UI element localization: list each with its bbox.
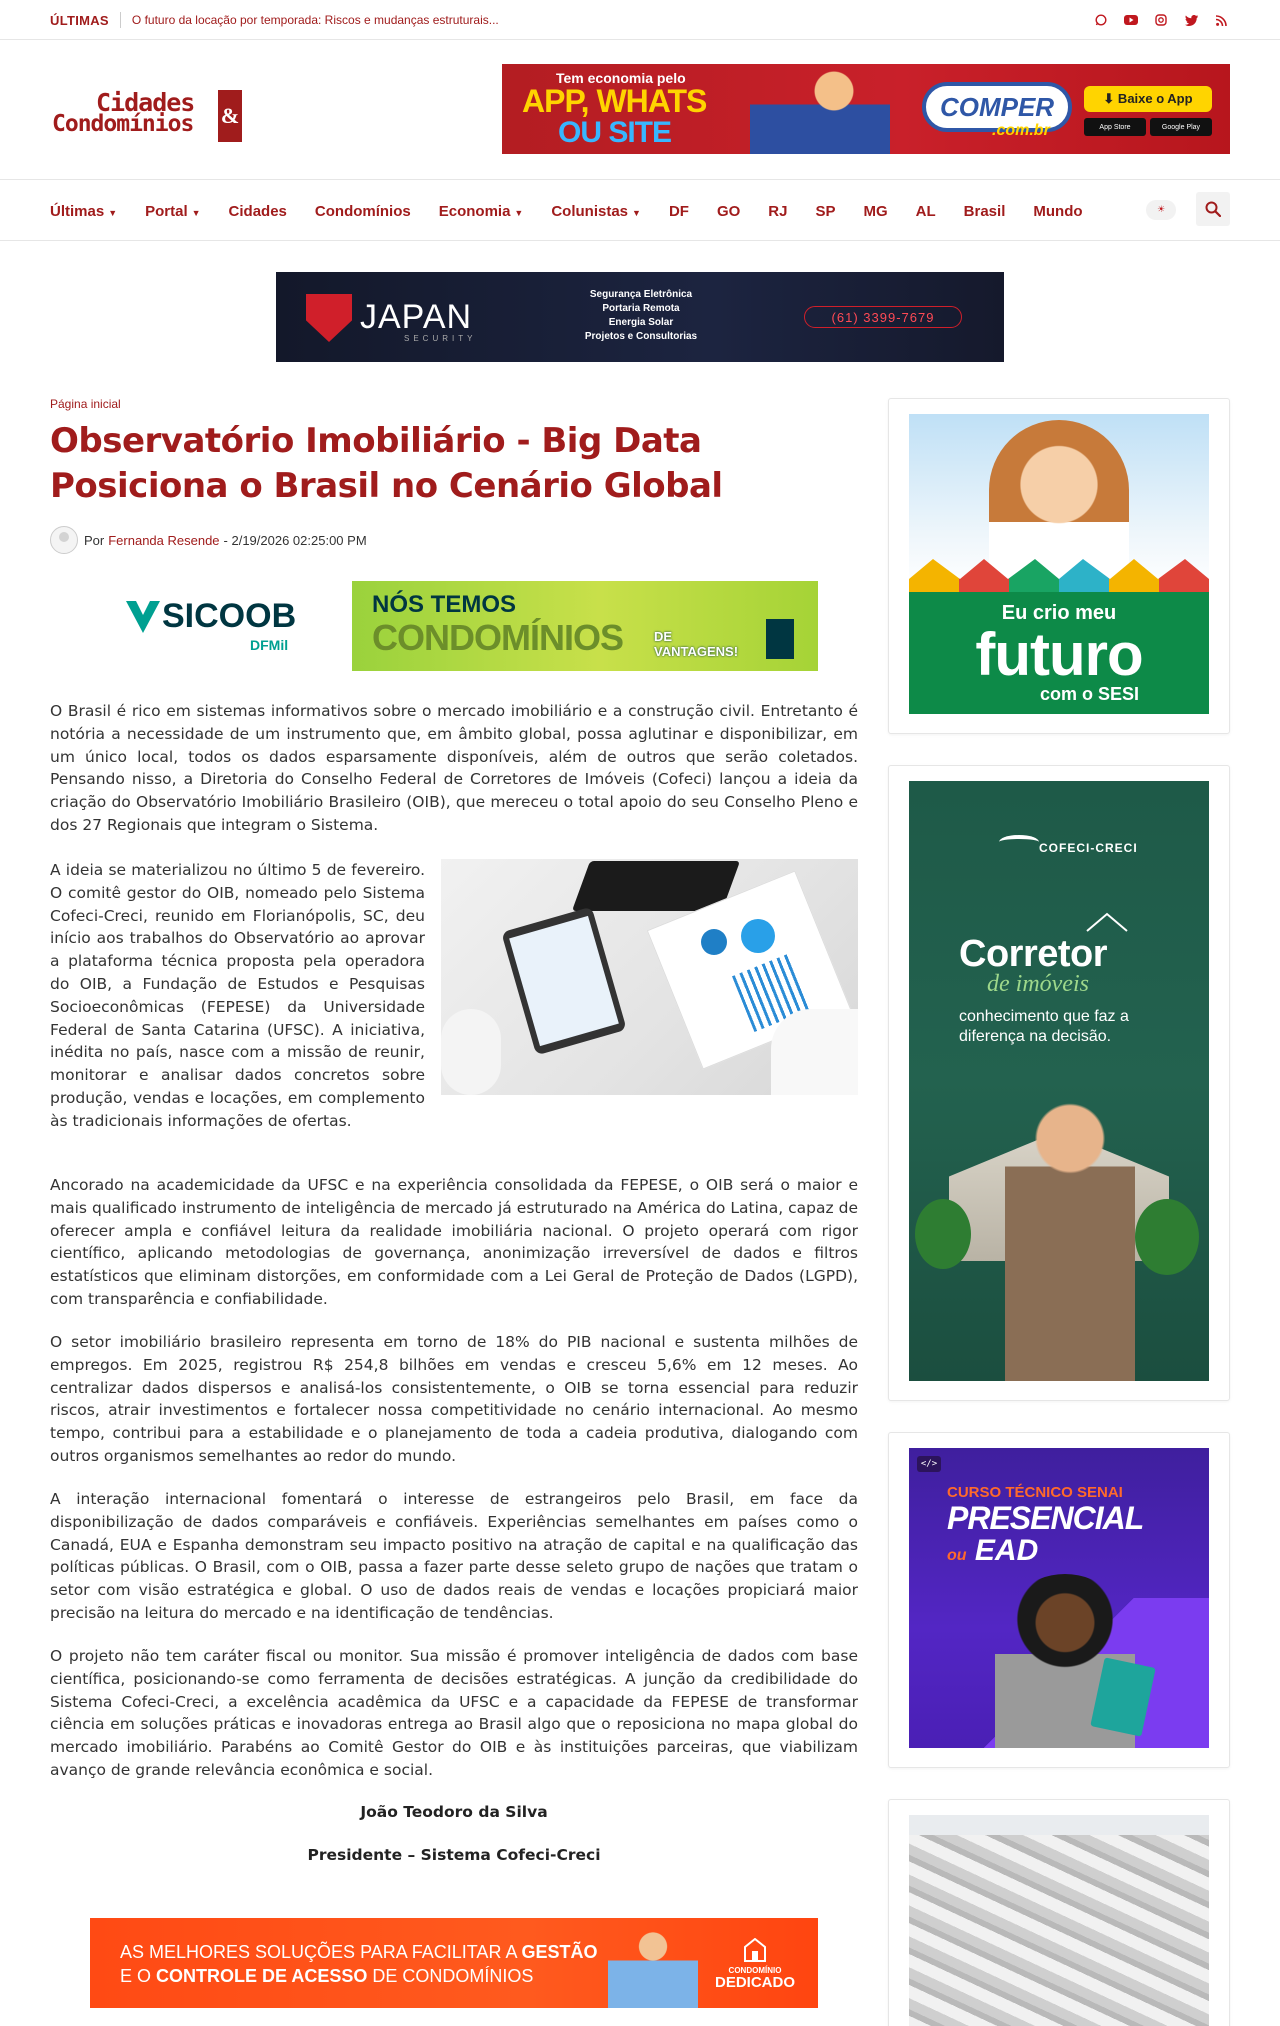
senai-line3 bbox=[947, 1534, 1038, 1568]
sesi-line2: futuro bbox=[975, 621, 1143, 688]
nav-item-label: Portal bbox=[145, 202, 188, 220]
student-image bbox=[989, 420, 1129, 590]
japan-security-banner-ad[interactable] bbox=[276, 272, 1004, 362]
senai-line3b: EAD bbox=[974, 1534, 1039, 1567]
nav-item-label: Cidades bbox=[228, 202, 287, 220]
app-store-badge: App Store bbox=[1084, 118, 1146, 136]
hand-shape bbox=[441, 1009, 501, 1095]
nav-item-condominios[interactable] bbox=[315, 203, 411, 220]
nav-item-colunistas[interactable] bbox=[551, 203, 641, 220]
japan-phone: (61) 3399-7679 bbox=[804, 306, 962, 328]
social-links bbox=[1092, 12, 1230, 28]
site-header bbox=[0, 40, 1280, 180]
dedicado-line2c: DE CONDOMÍNIOS bbox=[367, 1966, 534, 1986]
google-play-badge: Google Play bbox=[1150, 118, 1212, 136]
signature-name: João Teodoro da Silva bbox=[360, 1803, 548, 1821]
search-button[interactable] bbox=[1196, 192, 1230, 226]
japan-sub: SECURITY bbox=[404, 334, 477, 343]
nav-item-label: MG bbox=[863, 202, 888, 220]
article-paragraph: O Brasil é rico em sistemas informativos sobre o mercado imobiliário e a construção civil. Entretanto é notória a necessidade de um instrumento que, em âmbito global, possa aglutinar e disponibilizar, em um único local, todos os dados esparsamente disponíveis, além de outros que serão coletados. Pensando nisso, a Diretoria do Conselho Federal de Corretores de Imóveis (Cofeci) lançou a ideia da criação do Observatório Imobiliário Brasileiro (OIB), que mereceu o total apoio do seu Conselho Pleno e dos 27 Regionais que integram o Sistema. bbox=[50, 702, 858, 834]
code-tag-icon: </> bbox=[917, 1456, 941, 1472]
house-outline-icon bbox=[1085, 911, 1129, 933]
tablet-shape bbox=[501, 907, 627, 1056]
nav-item-rj[interactable] bbox=[768, 203, 787, 220]
sesi-line1: Eu crio meu bbox=[1001, 602, 1117, 624]
cofeci-org: COFECI-CRECI bbox=[1039, 841, 1138, 855]
nav-item-label: Mundo bbox=[1033, 202, 1083, 220]
search-icon bbox=[1205, 201, 1221, 217]
logo-line1: Cidades bbox=[96, 88, 195, 117]
service-item: Energia Solar bbox=[608, 317, 674, 328]
logo-ampersand: & bbox=[218, 90, 242, 142]
publish-datetime: - 2/19/2026 02:25:00 PM bbox=[223, 532, 367, 548]
nav-item-label: AL bbox=[915, 202, 936, 220]
top-bar bbox=[0, 0, 1280, 40]
sicoob-line3b: VANTAGENS! bbox=[654, 644, 739, 659]
byline-prefix: Por bbox=[84, 532, 105, 548]
youtube-icon[interactable] bbox=[1122, 12, 1140, 28]
bird-logo-icon bbox=[999, 835, 1039, 849]
nav-item-label: Últimas bbox=[50, 202, 105, 220]
cofeci-script: de imóveis bbox=[987, 971, 1089, 997]
sidebar-ad-card bbox=[888, 765, 1230, 1401]
chevron-down-icon: ▼ bbox=[514, 207, 524, 218]
dedicado-brand-big: DEDICADO bbox=[714, 1974, 795, 1991]
nav-item-label: Colunistas bbox=[551, 202, 629, 220]
comper-app-cta: ⬇ Baixe o App bbox=[1084, 86, 1212, 112]
chevron-down-icon: ▼ bbox=[632, 207, 641, 218]
nav-item-label: DF bbox=[668, 202, 689, 220]
japan-brand: JAPAN bbox=[360, 298, 473, 336]
nav-item-economia[interactable] bbox=[439, 203, 524, 220]
senai-line2: PRESENCIAL bbox=[947, 1500, 1144, 1536]
nav-list bbox=[50, 181, 1111, 241]
latest-label: ÚLTIMAS bbox=[50, 12, 109, 28]
article-image bbox=[441, 859, 858, 1095]
nav-item-mundo[interactable] bbox=[1033, 203, 1082, 220]
nav-item-ultimas[interactable] bbox=[50, 203, 117, 220]
dedicado-brand-small: CONDOMÍNIO bbox=[728, 1966, 782, 1975]
pie-chart-shape bbox=[701, 929, 727, 955]
nav-item-df[interactable] bbox=[669, 203, 689, 220]
latest-headline-link[interactable]: O futuro da locação por temporada: Riscos e mudanças estruturais... bbox=[131, 13, 499, 27]
shield-icon bbox=[306, 294, 352, 342]
service-item: Projetos e Consultorias bbox=[584, 331, 698, 342]
breadcrumb-home[interactable]: Página inicial bbox=[50, 397, 121, 411]
sicoob-line1: NÓS TEMOS bbox=[372, 591, 517, 618]
sicoob-logo-icon bbox=[126, 601, 160, 633]
realtor-image bbox=[1005, 1099, 1135, 1381]
comper-brand: COMPER bbox=[922, 82, 1072, 132]
sidebar-ad-card bbox=[888, 1799, 1230, 2026]
dedicado-line1a: AS MELHORES SOLUÇÕES PARA FACILITAR A bbox=[120, 1942, 522, 1962]
comper-headline2: OU SITE bbox=[558, 116, 672, 149]
sun-icon: ☀ bbox=[1156, 205, 1166, 215]
sesi-ad[interactable] bbox=[909, 414, 1209, 714]
nav-item-label: Condomínios bbox=[314, 202, 411, 220]
instagram-icon[interactable] bbox=[1152, 12, 1170, 28]
nav-item-label: RJ bbox=[768, 202, 788, 220]
senai-line3a: ou bbox=[947, 1547, 967, 1564]
sidebar-ad-card bbox=[888, 1432, 1230, 1768]
sky-area bbox=[909, 1815, 1209, 1835]
dedicado-line2a: E O bbox=[120, 1966, 157, 1986]
rss-icon[interactable] bbox=[1212, 12, 1230, 28]
dedicado-line1b: GESTÃO bbox=[521, 1942, 598, 1962]
senai-line1: CURSO TÉCNICO SENAI bbox=[947, 1484, 1123, 1501]
twitter-icon[interactable] bbox=[1182, 12, 1200, 28]
signature-role: Presidente – Sistema Cofeci-Creci bbox=[307, 1846, 601, 1864]
chevron-down-icon: ▼ bbox=[108, 207, 118, 218]
nav-item-al[interactable] bbox=[916, 203, 936, 220]
nav-item-sp[interactable] bbox=[815, 203, 835, 220]
pie-chart-shape bbox=[741, 919, 775, 953]
cofeci-creci-ad[interactable] bbox=[909, 781, 1209, 1381]
theme-toggle[interactable] bbox=[1146, 200, 1176, 220]
dedicado-line2b: CONTROLE DE ACESSO bbox=[156, 1966, 368, 1986]
article-paragraph: O projeto não tem caráter fiscal ou monitor. Sua missão é promover inteligência de dados com base científica, posicionando-se como ferramenta de decisões estratégicas. A junção da credibilidade do Sistema Cofeci-Creci, a excelência acadêmica da UFSC e a capacidade da FEPESE de transformar ciência em soluções práticas e inovadoras entrega ao Brasil algo que o reposiciona no mapa global do mercado imobiliário. Parabéns ao Comitê Gestor do OIB e às instituições parceiras, que viabilizam avanço de grande relevância econômica e social. bbox=[50, 1647, 858, 1779]
nav-item-cidades[interactable] bbox=[229, 203, 287, 220]
nav-item-portal[interactable] bbox=[145, 203, 200, 220]
sicoob-banner-ad[interactable] bbox=[90, 581, 818, 671]
sidebar-ad-card bbox=[888, 398, 1230, 734]
dedicado-text bbox=[120, 1940, 620, 1988]
japan-services bbox=[566, 288, 716, 344]
sesi-line3: com o SESI bbox=[1039, 684, 1139, 704]
comper-person-image bbox=[750, 64, 890, 154]
article-paragraph: A interação internacional fomentará o interesse de estrangeiros pelo Brasil, em face da disponibilização de dados comparáveis e confiáveis. Experiências semelhantes em países como o Canadá, EUA e Espanha demonstram seu impacto positivo na atração de capital e na qualificação das políticas públicas. O Brasil, com o OIB, passa a fazer parte desse seleto grupo de nações que tratam o setor com visão estratégica e global. O uso de dados reais de vendas e locações propiciará maior precisão na leitura do mercado e na identificação de tendências. bbox=[50, 1490, 858, 1622]
comper-headline1: APP, WHATS bbox=[522, 83, 707, 119]
nav-item-label: GO bbox=[716, 202, 741, 220]
sicoob-line2: CONDOMÍNIOS bbox=[372, 617, 624, 658]
site-logo[interactable] bbox=[50, 84, 242, 140]
nav-item-label: Economia bbox=[438, 202, 511, 220]
sicoob-brand: SICOOB bbox=[162, 597, 297, 635]
building-icon bbox=[766, 619, 794, 659]
service-item: Portaria Remota bbox=[602, 303, 680, 314]
hand-shape bbox=[771, 1009, 858, 1095]
author-link[interactable]: Fernanda Resende bbox=[108, 532, 220, 548]
senai-ad[interactable] bbox=[909, 1448, 1209, 1748]
comper-tagline: Tem economia pelo bbox=[556, 70, 686, 86]
comper-banner-ad[interactable] bbox=[502, 64, 1230, 154]
author-avatar bbox=[50, 526, 78, 554]
article-paragraph: A ideia se materializou no último 5 de fevereiro. O comitê gestor do OIB, nomeado pelo Sistema Cofeci-Creci, reunido em Florianópolis, SC, deu início aos trabalhos do Observatório ao aprovar a plataforma técnica proposta pela operadora do OIB, a Fundação de Estudos e Pesquisas Socioeconômicas (FEPESE) da Universidade Federal de Santa Catarina (UFSC). A iniciativa, inédita no país, nasce com a missão de reunir, monitorar e analisar dados concretos sobre produção, vendas e locações, em complemento às tradicionais informações de ofertas. bbox=[50, 861, 425, 1130]
nav-item-brasil[interactable] bbox=[964, 203, 1006, 220]
cofeci-description: conhecimento que faz a diferença na decisão. bbox=[959, 1008, 1129, 1045]
article-byline bbox=[50, 528, 367, 552]
divider bbox=[120, 12, 121, 28]
building-icon bbox=[743, 1938, 767, 1962]
main-navigation bbox=[0, 181, 1280, 241]
nav-item-mg[interactable] bbox=[864, 203, 888, 220]
aerial-housing-ad[interactable] bbox=[909, 1815, 1209, 2026]
nav-item-go[interactable] bbox=[717, 203, 740, 220]
app-store-badges bbox=[1084, 118, 1212, 136]
logo-line2: Condomínios bbox=[52, 111, 194, 137]
article-title: Observatório Imobiliário - Big Data Posiciona o Brasil no Cenário Global bbox=[50, 421, 723, 506]
nav-item-label: Brasil bbox=[963, 202, 1006, 220]
tree-shape bbox=[1135, 1199, 1199, 1275]
comper-brand-suffix: .com.br bbox=[992, 122, 1050, 139]
sicoob-line3a: DE bbox=[654, 629, 673, 644]
nav-item-label: SP bbox=[815, 202, 836, 220]
chevron-down-icon: ▼ bbox=[191, 207, 201, 218]
article-paragraph: O setor imobiliário brasileiro representa em torno de 18% do PIB nacional e sustenta milhões de empregos. Em 2025, registrou R$ 254,8 bilhões em vendas e cresceu 5,6% em 12 meses. Ao centralizar dados dispersos e analisá-los consistentemente, o OIB se torna essencial para reduzir riscos, atrair investimentos e fortalecer nossa competitividade no cenário internacional. Ao mesmo tempo, contribui para a estabilidade e o planejamento de toda a cadeia produtiva, dialogando com outros organismos semelhantes ao redor do mundo. bbox=[50, 1333, 858, 1465]
article-paragraph: Ancorado na academicidade da UFSC e na experiência consolidada da FEPESE, o OIB será o maior e mais qualificado instrumento de inteligência de mercado já estruturado na América do Latina, capaz de oferecer ampla e confiável leitura da realidade imobiliária nacional. O projeto operará com rigor científico, aplicando metodologias de governança, anonimização irreversível de dados e filtros estatísticos que eliminam distorções, em conformidade com a Lei Geral de Proteção de Dados (LGPD), com transparência e confiabilidade. bbox=[50, 1176, 858, 1308]
condominio-dedicado-banner-ad[interactable] bbox=[90, 1918, 818, 2008]
dedicado-person-image bbox=[608, 1926, 698, 2008]
sicoob-sub: DFMil bbox=[250, 637, 289, 653]
service-item: Segurança Eletrônica bbox=[589, 289, 693, 300]
tree-shape bbox=[915, 1199, 971, 1269]
dedicado-brand bbox=[710, 1938, 800, 1989]
cofeci-headline: Corretor bbox=[959, 933, 1108, 975]
whatsapp-icon[interactable] bbox=[1092, 12, 1110, 28]
sicoob-line3 bbox=[654, 629, 738, 659]
